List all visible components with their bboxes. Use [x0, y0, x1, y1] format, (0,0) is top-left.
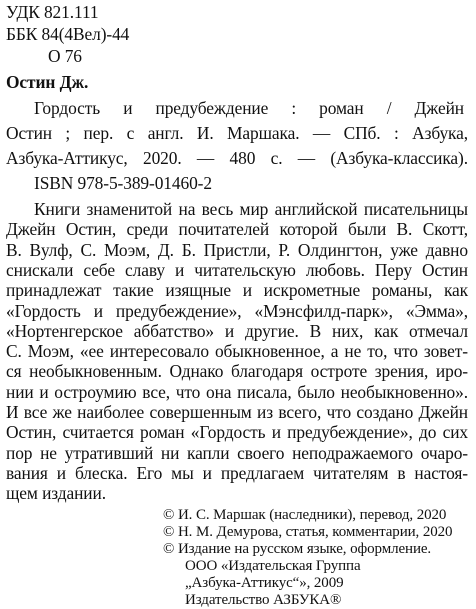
annotation-line: С. Моэм, «ее интересовало обыкновенное, а не то, что зовет-	[6, 341, 468, 362]
copyright-article: © Н. М. Демурова, статья, комментарии, 2020	[163, 524, 453, 541]
annotation-line: снискали себе славу и читательскую любовь. Перу Остин	[6, 259, 468, 280]
bbk-code: ББК 84(4Вел)-44	[6, 24, 130, 44]
bibliographic-line-3: Азбука-Аттикус, 2020. — 480 с. — (Азбука-классика).	[6, 148, 468, 168]
annotation-line: «Гордость и предубеждение», «Мэнсфилд-парк», «Эмма»,	[6, 300, 468, 321]
annotation-line: И все же наиболее совершенным из всего, что создано Джейн	[6, 402, 468, 422]
annotation-line: принадлежат такие изящные и искрометные романы, как	[6, 280, 468, 301]
bibliographic-line-1: Гордость и предубеждение : роман / Джейн	[34, 98, 464, 118]
annotation-line: щем издании.	[6, 483, 106, 504]
copyright-edition: © Издание на русском языке, оформление.	[163, 541, 432, 558]
annotation-line: нии и остроумию все, что она писала, было необыкновенно».	[6, 381, 468, 402]
publisher-group: ООО «Издательская Группа	[185, 558, 361, 575]
annotation-line: Джейн Остин, среди почитателей которой были В. Скотт,	[6, 219, 468, 240]
bibliographic-line-2: Остин ; пер. с англ. И. Маршака. — СПб. : Азбука,	[6, 123, 468, 143]
annotation-line: Книги знаменитой на весь мир английской писательницы	[34, 199, 468, 219]
annotation-line: В. Вулф, С. Моэм, Д. Б. Пристли, Р. Олдингтон, уже давно	[6, 239, 468, 260]
publisher-group-name: „Азбука-Аттикус“», 2009	[185, 575, 344, 592]
copyright-translation: © И. С. Маршак (наследники), перевод, 2020	[163, 507, 447, 524]
annotation-line: Остин, считается роман «Гордость и предубеждение», до сих	[6, 422, 468, 443]
publisher-name: Издательство АЗБУКА®	[185, 592, 342, 609]
author-sign: О 76	[48, 46, 82, 66]
author-heading: Остин Дж.	[6, 72, 89, 92]
udk-code: УДК 821.111	[6, 2, 99, 22]
isbn: ISBN 978-5-389-01460-2	[34, 173, 212, 193]
annotation-line: вания и блеска. Его мы и предлагаем читателям в настоя-	[6, 462, 468, 483]
annotation-line: пор не утративший ни капли своего неподражаемого очарo-	[6, 442, 468, 463]
annotation-line: «Нортенгерское аббатство» и другие. В них, как отмечал	[6, 320, 468, 341]
annotation-line: ся необыкновенным. Однако благодаря остроте зрения, иро-	[6, 361, 468, 382]
